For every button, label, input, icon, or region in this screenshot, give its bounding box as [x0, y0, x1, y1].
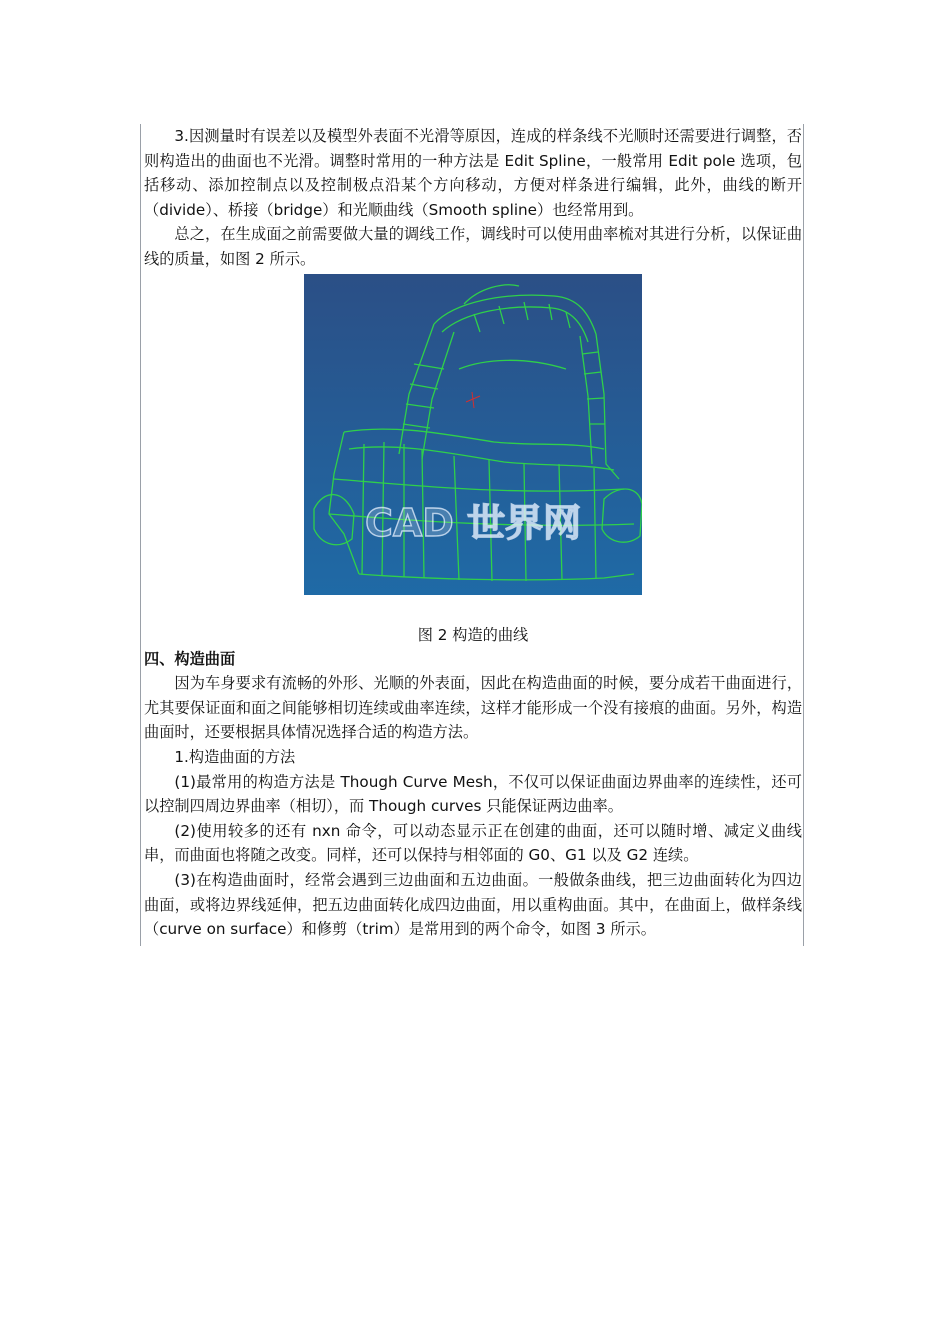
- wireframe-image: [304, 274, 642, 595]
- list-item-method-2: (2)使用较多的还有 nxn 命令，可以动态显示正在创建的曲面，还可以随时增、减定义曲线串，而曲面也将随之改变。同样，还可以保持与相邻面的 G0、G1 以及 G2 连续。: [144, 821, 802, 865]
- subheading-methods: 1.构造曲面的方法: [174, 747, 296, 766]
- paragraph-spline-adjust: 3.因测量时有误差以及模型外表面不光滑等原因，连成的样条线不光顺时还需要进行调整，否则构造出的曲面也不光滑。调整时常用的一种方法是 Edit Spline，一般常用 Edit pole 选项，包括移动、添加控制点以及控制极点沿某个方向移动，方便对样条进行编辑，此外，曲线的断开（divide）、桥接（bridge）和光顺曲线（Smooth spline）也经常用到。: [144, 127, 802, 219]
- figure-caption: 图 2 构造的曲线: [417, 625, 529, 644]
- list-item-method-1: (1)最常用的构造方法是 Though Curve Mesh，不仅可以保证曲面边界曲率的连续性，还可以控制四周边界曲率（相切），而 Though curves 只能保证两边曲率。: [144, 772, 802, 816]
- list-item-method-3: (3)在构造曲面时，经常会遇到三边曲面和五边曲面。一般做条曲线，把三边曲面转化为四边曲面，或将边界线延伸，把五边曲面转化成四边曲面，用以重构曲面。其中，在曲面上，做样条线（curve on surface）和修剪（trim）是常用到的两个命令，如图 3 所示。: [144, 870, 802, 939]
- figure-2-curves: [304, 274, 642, 595]
- section-heading: 四、构造曲面: [144, 649, 236, 668]
- watermark-text: CAD 世界网: [364, 500, 582, 545]
- paragraph-surface-intro: 因为车身要求有流畅的外形、光顺的外表面，因此在构造曲面的时候，要分成若干曲面进行，尤其要保证面和面之间能够相切连续或曲率连续，这样才能形成一个没有接痕的曲面。另外，构造曲面时，还要根据具体情况选择合适的构造方法。: [144, 674, 802, 742]
- paragraph-curve-quality: 总之，在生成面之前需要做大量的调线工作，调线时可以使用曲率梳对其进行分析，以保证曲线的质量，如图 2 所示。: [144, 225, 802, 268]
- document-body: [144, 124, 802, 942]
